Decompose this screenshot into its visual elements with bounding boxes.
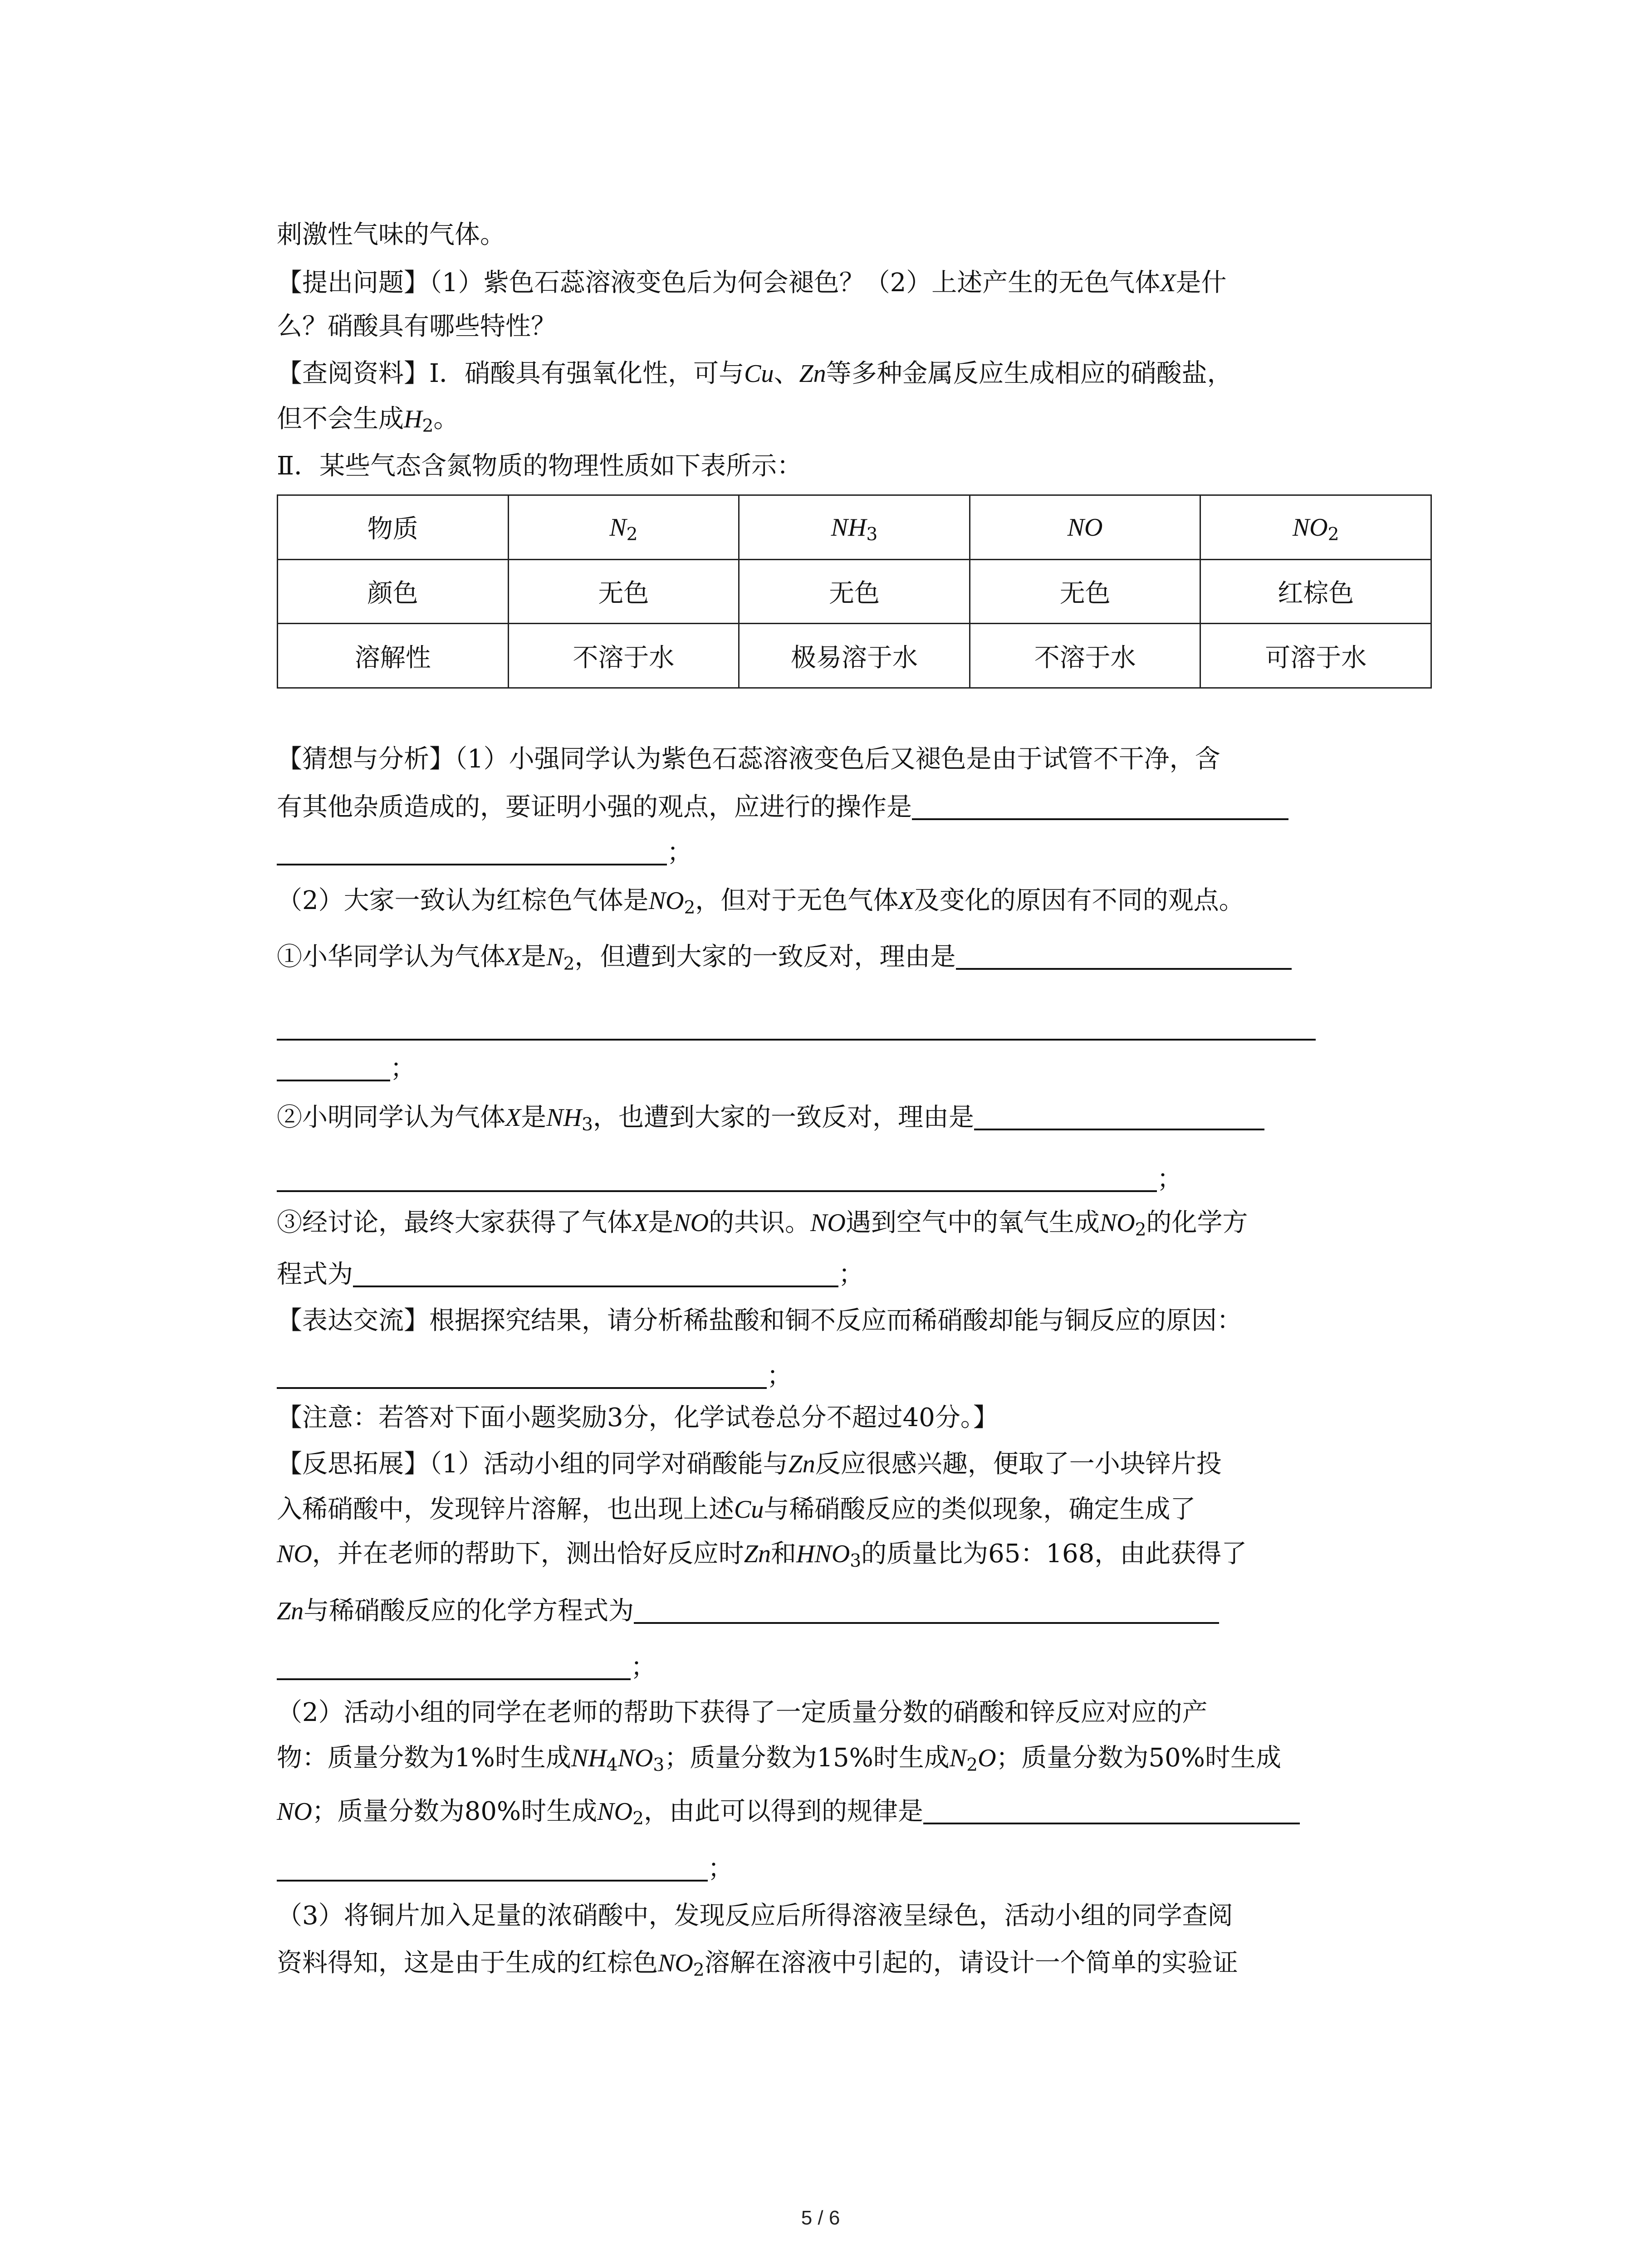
question-line: ； — [277, 1652, 656, 1680]
text-line: 【反思拓展】（1）活动小组的同学对硝酸能与Zn反应很感兴趣，便取了一小块锌片投 — [277, 1449, 1222, 1479]
answer-blank[interactable] — [923, 1796, 1300, 1824]
table-cell: 红棕色 — [1200, 559, 1431, 624]
question-line: ①小华同学认为气体X是$N_2$，但遭到大家的一致反对，理由是 — [277, 942, 1292, 970]
table-cell: 无色 — [970, 559, 1200, 624]
table-cell: 颜色 — [278, 559, 509, 624]
table-cell: 不溶于水 — [508, 624, 739, 688]
text-line: （3）将铜片加入足量的浓硝酸中，发现反应后所得溶液呈绿色，活动小组的同学查阅 — [277, 1901, 1233, 1931]
text-line: 【猜想与分析】（1）小强同学认为紫色石蕊溶液变色后又褪色是由于试管不干净，含 — [277, 744, 1220, 774]
question-line: Zn与稀硝酸反应的化学方程式为 — [277, 1596, 1219, 1624]
text-line: （2）大家一致认为红棕色气体是$NO_2$，但对于无色气体X及变化的原因有不同的观点。 — [277, 886, 1244, 918]
answer-blank[interactable] — [277, 1853, 708, 1882]
text-line: 么？硝酸具有哪些特性？ — [277, 312, 556, 341]
table-cell: $N_2$ — [508, 495, 739, 560]
text-line: 【提出问题】（1）紫色石蕊溶液变色后为何会褪色？（2）上述产生的无色气体X是什 — [277, 268, 1227, 298]
text-line: （2）活动小组的同学在老师的帮助下获得了一定质量分数的硝酸和锌反应对应的产 — [277, 1698, 1208, 1727]
nitrogen-compounds-table — [277, 494, 1432, 689]
answer-blank[interactable] — [912, 792, 1288, 820]
table-cell: NO — [970, 495, 1200, 560]
table-cell: 溶解性 — [278, 624, 509, 688]
question-line: ； — [277, 1053, 416, 1081]
answer-blank[interactable] — [634, 1596, 1219, 1624]
text-line: 但不会生成$H_2$。 — [277, 404, 459, 436]
question-line: NO；质量分数为80%时生成$NO_2$，由此可以得到的规律是 — [277, 1796, 1300, 1824]
answer-blank[interactable] — [277, 1652, 631, 1680]
text-line: 物：质量分数为1%时生成$NH_4NO_3$；质量分数为15%时生成$N_2O$；质量分数为50%时生成 — [277, 1743, 1281, 1775]
table-cell: 无色 — [739, 559, 970, 624]
text-line: 入稀硝酸中，发现锌片溶解，也出现上述Cu与稀硝酸反应的类似现象，确定生成了 — [277, 1495, 1196, 1524]
table-cell: 极易溶于水 — [739, 624, 970, 688]
question-line: ； — [277, 1853, 733, 1882]
text-line: 资料得知，这是由于生成的红棕色$NO_2$溶解在溶液中引起的，请设计一个简单的实验证 — [277, 1948, 1238, 1980]
text-line: NO，并在老师的帮助下，测出恰好反应时Zn和$HNO_3$的质量比为65：168，由此获得了 — [277, 1539, 1247, 1571]
answer-blank[interactable] — [974, 1102, 1264, 1130]
question-line: ； — [277, 1164, 1182, 1192]
notice-line: 【注意：若答对下面小题奖励3分，化学试卷总分不超过40分。】 — [277, 1403, 999, 1432]
page-number: 5 / 6 — [801, 2207, 840, 2229]
table-cell: $NO_2$ — [1200, 495, 1431, 560]
question-line: ； — [277, 837, 692, 865]
answer-blank[interactable] — [277, 1361, 767, 1389]
text-line: Ⅱ．某些气态含氮物质的物理性质如下表所示： — [277, 451, 803, 481]
table-row — [278, 624, 1431, 688]
table-cell: 可溶于水 — [1200, 624, 1431, 688]
answer-blank[interactable] — [277, 837, 667, 865]
text-line: ③经讨论，最终大家获得了气体X是NO的共识。NO遇到空气中的氧气生成$NO_2$的化学方 — [277, 1208, 1248, 1240]
answer-blank[interactable] — [353, 1259, 838, 1287]
question-line: 程式为 ； — [277, 1260, 864, 1289]
table-row — [278, 559, 1431, 624]
question-line: ②小明同学认为气体X是$NH_3$，也遭到大家的一致反对，理由是 — [277, 1102, 1264, 1130]
answer-blank[interactable] — [277, 1053, 390, 1081]
table-cell: 物质 — [278, 495, 509, 560]
text-line: 刺激性气味的气体。 — [277, 220, 505, 249]
text-line: 【查阅资料】Ⅰ．硝酸具有强氧化性，可与Cu、Zn等多种金属反应生成相应的硝酸盐， — [277, 359, 1233, 388]
text-line: 【表达交流】根据探究结果，请分析稀盐酸和铜不反应而稀硝酸却能与铜反应的原因： — [277, 1306, 1242, 1335]
table-cell: $NH_3$ — [739, 495, 970, 560]
answer-blank[interactable] — [956, 942, 1292, 970]
answer-blank[interactable] — [277, 1039, 1316, 1041]
table-row — [278, 495, 1431, 560]
question-line: 有其他杂质造成的，要证明小强的观点，应进行的操作是 — [277, 792, 1288, 820]
question-line: ； — [277, 1361, 792, 1389]
table-cell: 不溶于水 — [970, 624, 1200, 688]
table-cell: 无色 — [508, 559, 739, 624]
answer-blank[interactable] — [277, 1164, 1157, 1192]
